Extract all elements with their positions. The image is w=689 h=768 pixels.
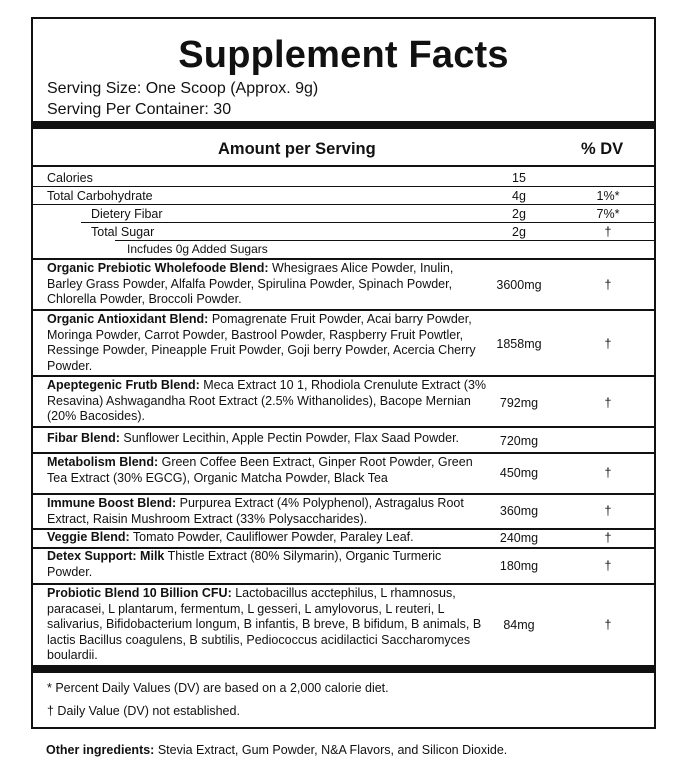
blend-name: Metabolism Blend: [47,455,159,469]
blend-divider [33,426,654,428]
blend-desc: Purpurea Extract (4% Polyphenol), Astragalus Root Extract, Raisin Mushroom Extract (33% Polysaccharides). [47,496,464,526]
blend-desc: Lactobacillus acctephilus, L rhamnosus, paracasei, L plantarum, fermentum, L gesseri, L amylovorus, L reuteri, L salivarius, Bifidobacterium longum, B infantis, B breve, B bifidum, B animals, B lactis Bacillus coagulens, B subtilis, Pediococcus acidilactici Saccharomyces boulardii. [47,586,482,663]
blend-name: Organic Antioxidant Blend: [47,312,209,326]
blend-desc: Meca Extract 10 1, Rhodiola Crenulute Extract (3% Resavina) Ashwagandha Root Extract (2.5% Withanolides), Bacope Mernian (20% Bacosides). [47,378,487,424]
row-name: Dietery Fibar [91,207,163,221]
row-name: Total Carbohydrate [47,189,153,203]
blend-name: Organic Prebiotic Wholefoode Blend: [47,261,269,275]
blend-amount: 3600mg [496,278,542,292]
row-divider [33,204,654,205]
blend-probiotic [47,586,487,664]
other-ingredients-label: Other ingredients: [46,743,155,757]
blend-desc: Pomagrenate Fruit Powder, Acai barry Powder, Moringa Powder, Carrot Powder, Bastrool Powder, Raspberry Fruit Powtler, Ressinge Powder, Pineapple Fruit Powder, Goji berry Powder, Acercia Cherry Powder. [47,312,476,373]
panel-title: Supplement Facts [178,34,509,76]
blend-divider [33,493,654,495]
blend-divider [33,309,654,311]
blend-amount: 1858mg [496,337,542,351]
blend-dv: † [604,559,612,573]
row-dv: 1%* [596,189,620,203]
header-divider [33,165,654,167]
blend-veggie [47,530,487,546]
footnote-not-established: † Daily Value (DV) not established. [47,704,240,718]
blend-name: Fibar Blend: [47,431,120,445]
blend-name: Detex Support: Milk [47,549,165,563]
row-name: Calories [47,171,93,185]
other-ingredients-text: Stevia Extract, Gum Powder, N&A Flavors, and Silicon Dioxide. [154,743,508,757]
blend-adaptogenic [47,378,487,425]
row-name: Incfudes 0g Added Sugars [127,242,268,256]
blend-desc: Sunflower Lecithin, Apple Pectin Powder, Flax Saad Powder. [119,431,460,445]
blend-desc: Whesigraes Alice Powder, Inulin, Barley Grass Powder, Alfalfa Powder, Spirulina Powder, Spinach Powder, Chlorella Powder, Broccoli Powder. [47,261,454,307]
blend-amount: 792mg [499,396,539,410]
row-divider [33,258,654,260]
blend-divider [33,375,654,377]
blend-name: Probiotic Blend 10 Billion CFU: [47,586,232,600]
blend-divider [33,452,654,454]
blend-dv: † [604,337,612,351]
blend-name: Veggie Blend: [47,530,130,544]
supplement-facts-panel [31,17,656,729]
blend-dv: † [604,466,612,480]
blend-amount: 360mg [499,504,539,518]
blend-amount: 180mg [499,559,539,573]
blend-desc: Thistle Extract (80% Silymarin), Organic Turmeric Powder. [47,549,442,579]
blend-dv: † [604,531,612,545]
header-dv: % DV [581,140,624,158]
other-ingredients [46,742,507,758]
thick-divider-bottom [33,665,654,673]
blend-detox-support [47,549,487,580]
blend-dv: † [604,278,612,292]
row-name: Total Sugar [91,225,155,239]
blend-name: Immune Boost Blend: [47,496,177,510]
footnote-dv: * Percent Daily Values (DV) are based on a 2,000 calorie diet. [47,681,389,695]
serving-size: Serving Size: One Scoop (Approx. 9g) [47,80,319,97]
row-amount: 4g [512,189,526,203]
row-dv: 7%* [596,207,620,221]
blend-amount: 720mg [499,434,539,448]
blend-dv: † [604,396,612,410]
row-divider [81,222,654,223]
servings-per-container: Serving Per Container: 30 [47,101,232,118]
blend-desc: Green Coffee Been Extract, Ginper Root Powder, Green Tea Extract (30% EGCG), Organic Matcha Powder, Black Tea [47,455,473,485]
blend-amount: 240mg [499,531,539,545]
blend-amount: 84mg [503,618,535,632]
blend-divider [33,583,654,585]
row-dv: † [604,225,612,239]
row-divider [33,186,654,187]
row-amount: 2g [512,207,526,221]
blend-name: Apeptegenic Frutb Blend: [47,378,200,392]
blend-immune-boost [47,496,487,527]
header-amount: Amount per Serving [218,140,376,158]
blend-amount: 450mg [499,466,539,480]
row-amount: 2g [512,225,526,239]
blend-desc: Tomato Powder, Cauliflower Powder, Paraley Leaf. [129,530,414,544]
blend-organic-prebiotic [47,261,487,308]
thick-divider-top [33,121,654,129]
blend-fiber [47,431,487,447]
blend-organic-antioxidant [47,312,487,374]
blend-metabolism [47,455,487,486]
blend-dv: † [604,504,612,518]
blend-dv: † [604,618,612,632]
row-amount: 15 [512,171,526,185]
